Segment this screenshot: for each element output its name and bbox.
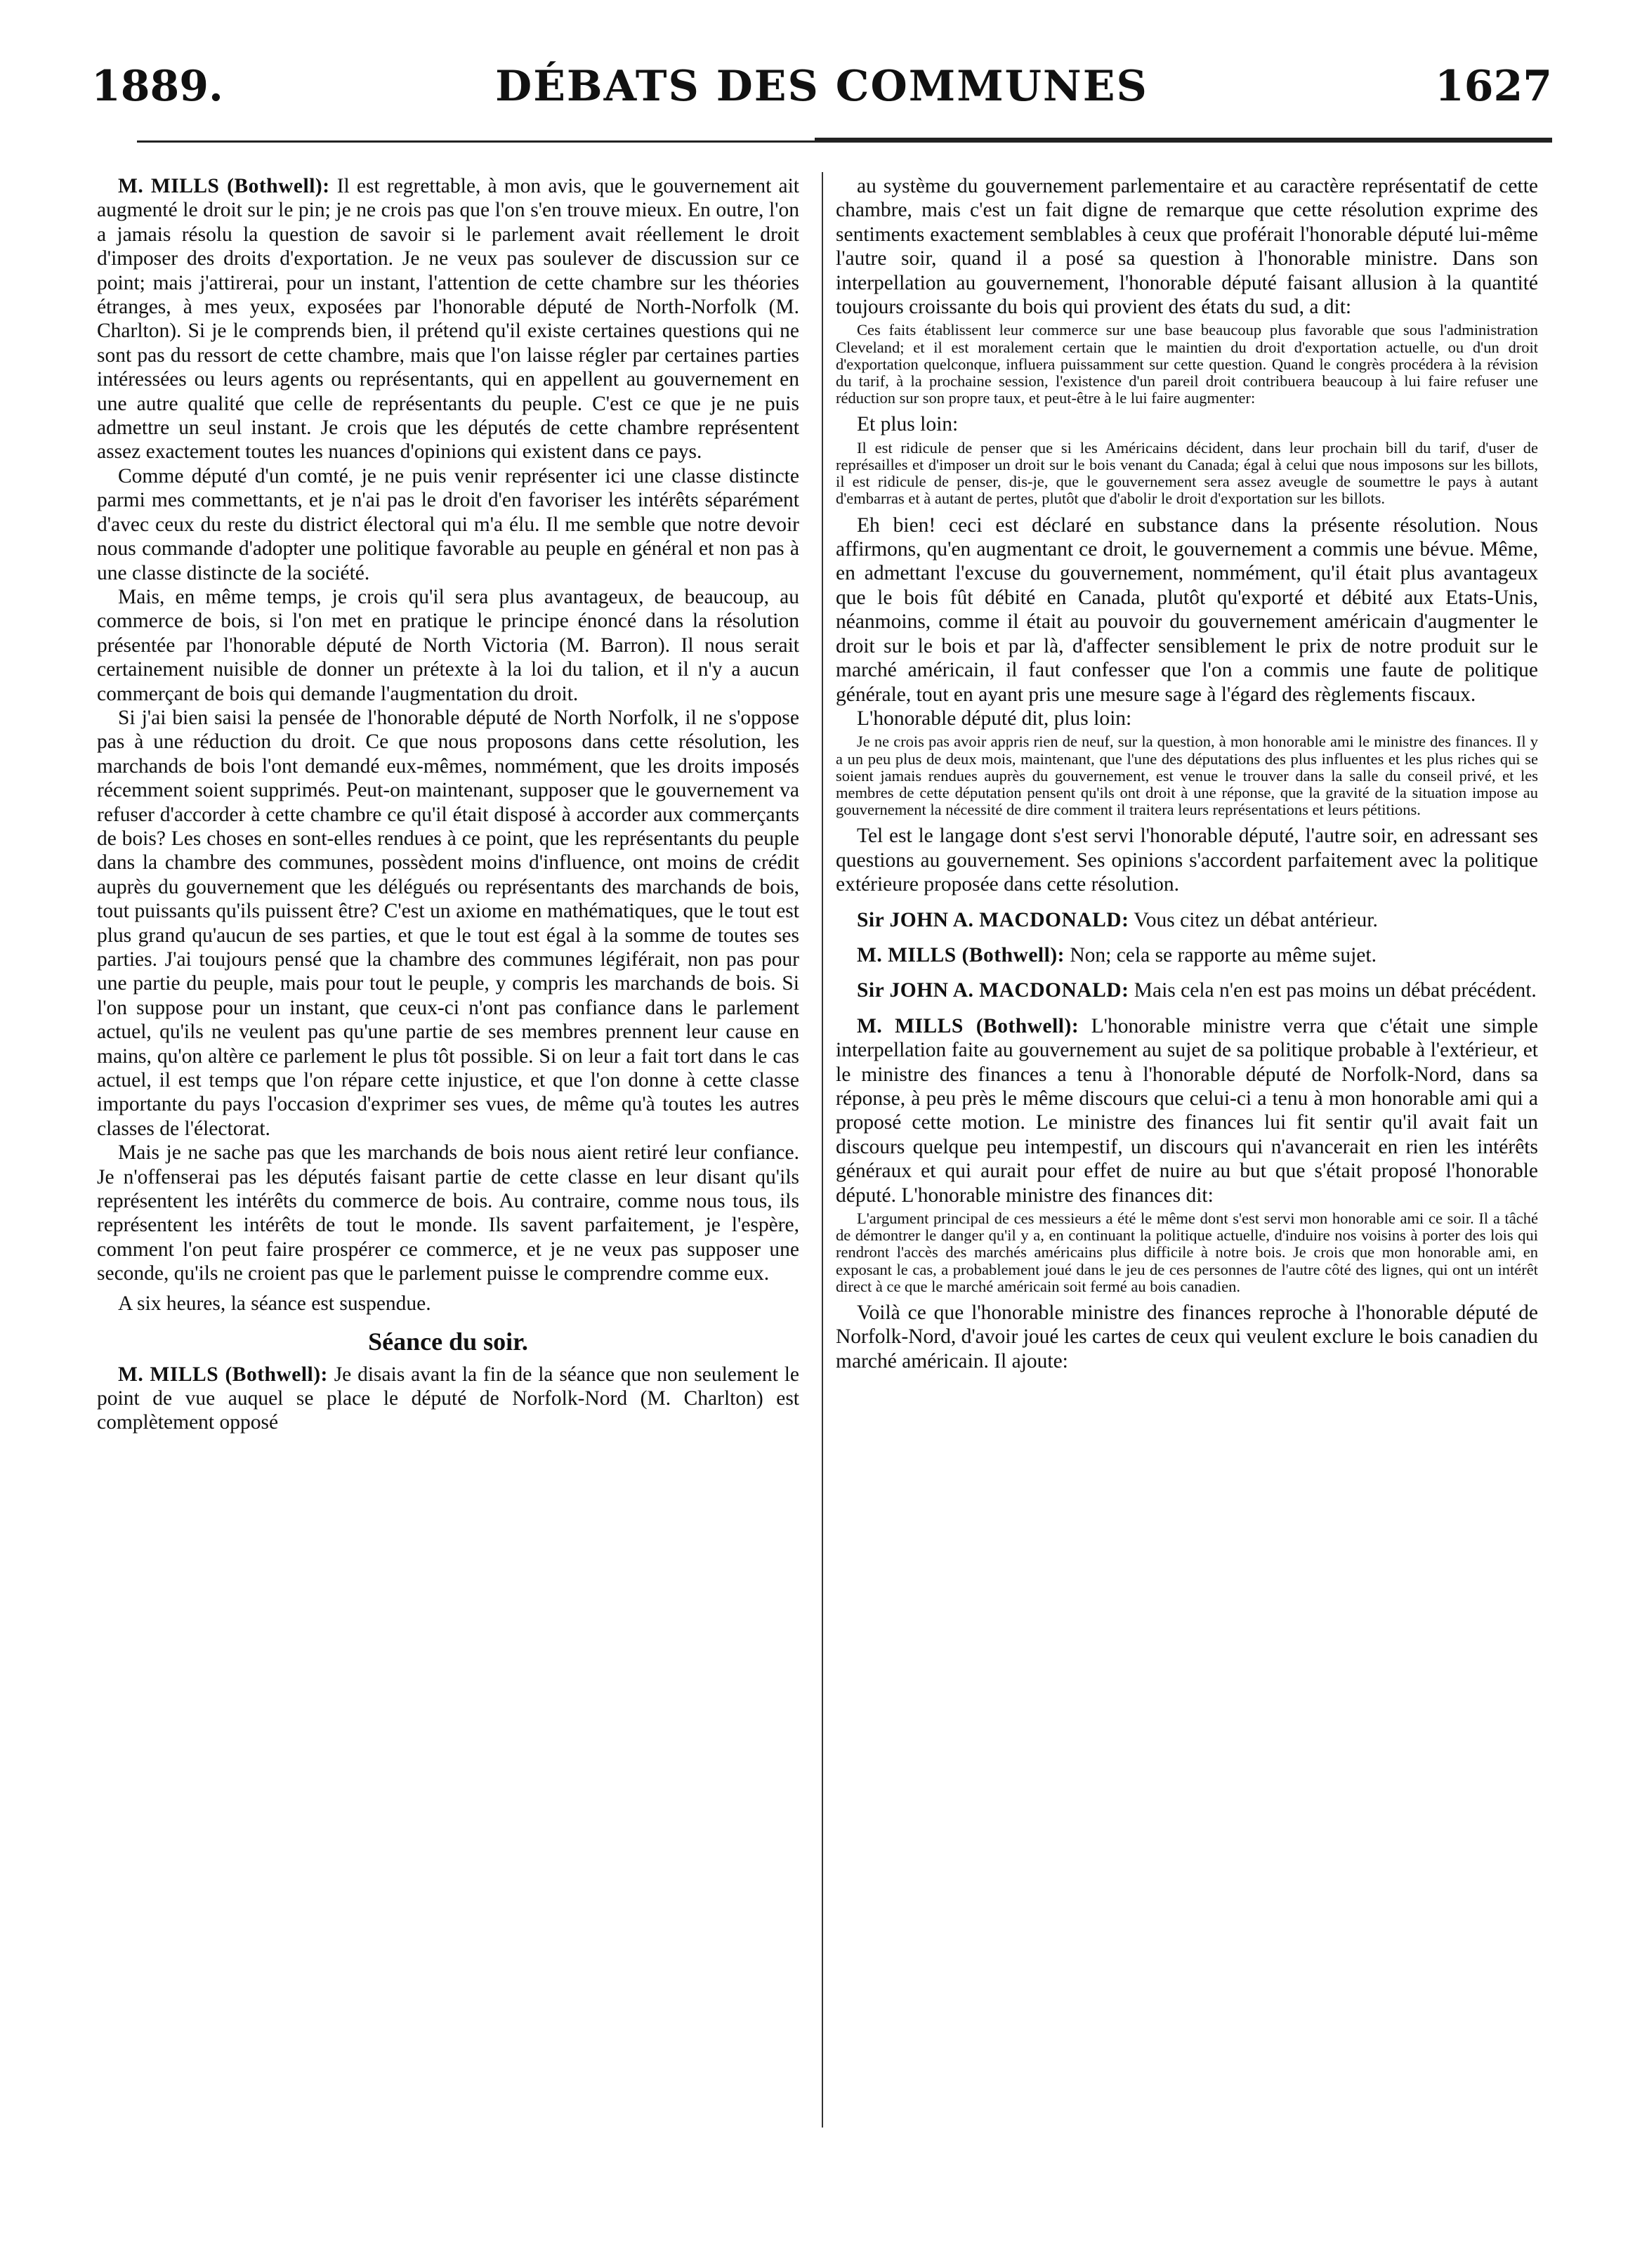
page-header (91, 62, 1552, 132)
paragraph: M. MILLS (Bothwell): L'honorable ministre verra que c'était une simple interpellation faite au gouvernement au sujet de sa politique probable à l'extérieur, et le ministre des finances a tenu à l'honorable député de Norfolk-Nord, dans sa réponse, à peu près le même discours que celui-ci a tenu à mon honorable ami qui a proposé cette motion. Le ministre des finances lui fit sentir qu'il avait fait un discours quelque peu intempestif, un discours qui n'avancerait en rien les intérêts généraux et qui aurait pour effet de nuire au but que s'était proposé l'honorable député. L'honorable ministre des finances dit: (836, 1014, 1539, 1207)
paragraph: Mais je ne sache pas que les marchands de bois nous aient retiré leur confiance. Je n'offenserai pas les députés faisant partie de cette classe en leur disant qu'ils représentent les intérêts du commerce de bois. Au contraire, comme nous tous, ils représentent les intérêts de tout le monde. Ils savent parfaitement, je l'espère, comment l'on peut faire prospérer ce commerce, et je ne veux pas supposer une seconde, qu'ils ne croient pas que le parlement puisse le comprendre comme eux. (97, 1141, 799, 1285)
block-quote: Je ne crois pas avoir appris rien de neuf, sur la question, à mon honorable ami le ministre des finances. Il y a un peu plus de deux mois, maintenant, que l'une des députations des plus influentes et les plus riches qui se soient jamais rendues auprès du gouvernement, est venue le trouver dans la salle du conseil privé, et les membres de cette députation pensent qu'ils ont droit à une réponse, que la gravité de la situation impose au gouvernement la nécessité de dire comment il traitera leurs représentations et leurs pétitions. (836, 733, 1538, 819)
paragraph: Si j'ai bien saisi la pensée de l'honorable député de North Norfolk, il ne s'oppose pas à une réduction du droit. Ce que nous proposons dans cette résolution, les marchands de bois l'ont demandé eux-mêmes, nommément, que les droits imposés récemment soient supprimés. Peut-on maintenant, supposer que le gouvernement va refuser d'accorder à cette chambre ce qu'il était disposé à accorder aux commerçants de bois? Les choses en sont-elles rendues à ce point, que les représentants du peuple dans la chambre des communes, possèdent moins d'influence, ont moins de crédit auprès du gouvernement que les délégués ou représentants des marchands de bois, tout puissants qu'ils puissent être? C'est un axiome en mathématiques, que le tout est plus grand qu'aucun de ses parties, et que le tout est égal à la somme de toutes ses parties. J'ai toujours pensé que la chambre des communes légiférait, non pas pour une partie du peuple, mais pour tout le peuple, y compris les marchands de bois. Si l'on suppose pour un instant, que ceux-ci n'ont pas confiance dans le parlement actuel, qu'ils ne veulent pas qu'une partie de ses membres prennent leur cause en mains, qu'on altère ce parlement le plus tôt possible. Si on leur a fait tort dans le cas actuel, il est temps que l'on répare cette injustice, et que l'on donne à cette classe importante du pays l'occasion d'exprimer ses vues, de même qu'à toutes les autres classes de l'électorat. (97, 706, 799, 1140)
paragraph: Tel est le langage dont s'est servi l'honorable député, l'autre soir, en adressant ses questions au gouvernement. Ses opinions s'accordent parfaitement avec la politique extérieure proposée dans cette résolution. (836, 825, 1538, 896)
speaker-name: Sir JOHN A. MACDONALD: (857, 908, 1129, 931)
paragraph: au système du gouvernement parlementaire et au caractère représentatif de cette chambre, mais c'est un fait digne de remarque que cette résolution exprime des sentiments exactement semblables à ceux que proférait l'honorable député lui-même l'autre soir, quand il a posé sa question à l'honorable ministre. Dans son interpellation au gouvernement, l'honorable député faisant allusion à la quantité toujours croissante du bois qui provient des états du sud, a dit: (836, 175, 1538, 319)
paragraph: Sir JOHN A. MACDONALD: Vous citez un débat antérieur. (857, 908, 1378, 931)
column-divider (822, 172, 823, 2128)
speaker-name: M. MILLS (Bothwell): (118, 175, 330, 197)
paragraph: A six heures, la séance est suspendue. (118, 1292, 431, 1315)
header-year: 1889. (91, 62, 223, 111)
block-quote: Ces faits établissent leur commerce sur une base beaucoup plus favorable que sous l'administration Cleveland; et il est moralement certain que le maintien du droit d'exportation actuelle, ou d'un droit d'exportation quelconque, influera puissamment sur cette question. Quand le congrès procédera à la révision du tarif, à la prochaine session, l'existence d'un pareil droit contribuera beaucoup à lui faire refuser une réduction sur son propre taux, et peut-être à le lui faire augmenter: (836, 321, 1538, 407)
block-quote: L'argument principal de ces messieurs a été le même dont s'est servi mon honorable ami ce soir. Il a tâché de démontrer le danger qu'il y a, en continuant la politique actuelle, d'induire nos voisins à porter des lois qui rendront l'accès des marchés américains plus difficile à notre bois. Je crois que mon honorable ami, en exposant le cas, a probablement joué dans le jeu de ces personnes de l'autre côté des lignes, qui ont un intérêt direct à ce que le marché américain soit fermé au bois canadien. (836, 1210, 1538, 1295)
speaker-name: M. MILLS (Bothwell): (857, 1014, 1079, 1037)
paragraph: M. MILLS (Bothwell): Je disais avant la fin de la séance que non seulement le point de vue auquel se place le député de Norfolk-Nord (M. Charlton) est complètement opposé (97, 1363, 799, 1434)
right-column (836, 174, 1538, 1373)
block-quote: Il est ridicule de penser que si les Américains décident, dans leur prochain bill du tarif, d'user de représailles et d'imposer un droit sur le bois venant du Canada; égal à celui que nous imposons sur les billots, il est ridicule de penser, dis-je, que le gouvernement sera assez aveugle de soumettre le pays à autant d'embarras et à autant de pertes, plutôt que d'abolir le droit d'exportation sur les billots. (836, 438, 1538, 508)
paragraph: Voilà ce que l'honorable ministre des finances reproche à l'honorable député de Norfolk-Nord, d'avoir joué les cartes de ceux qui veulent exclure le bois canadien du marché américain. Il ajoute: (836, 1302, 1538, 1372)
left-column (97, 174, 799, 1435)
paragraph: M. MILLS (Bothwell): Non; cela se rapporte au même sujet. (857, 943, 1377, 966)
paragraph: Mais, en même temps, je crois qu'il sera plus avantageux, de beaucoup, au commerce de bois, si l'on met en pratique le principe énoncé dans la résolution présentée par l'honorable député de North Victoria (M. Barron). Il nous serait certainement nuisible de donner un prétexte à la loi du talion, et il n'y a aucun commerçant de bois qui demande l'augmentation du droit. (97, 585, 799, 705)
header-rule-thick (815, 138, 1552, 142)
header-title: DÉBATS DES COMMUNES (495, 62, 1148, 111)
paragraph: Eh bien! ceci est déclaré en substance dans la présente résolution. Nous affirmons, qu'en augmentant ce droit, le gouvernement a commis une bévue. Même, en admettant l'excuse du gouvernement, nommément, qu'il était plus avantageux que le bois fût débité en Canada, plutôt qu'exporté et débité aux Etats-Unis, néanmoins, comme il était au pouvoir du gouvernement américain d'augmenter le droit sur le bois et par là, d'affecter sensiblement le prix de notre produit sur le marché américain, il faut confesser que l'on a commis une faute de politique générale, tout en ayant pris une mesure sage à l'égard des règlements fiscaux. (836, 513, 1538, 706)
speaker-name: Sir JOHN A. MACDONALD: (857, 979, 1129, 1002)
paragraph: L'honorable député dit, plus loin: (857, 707, 1132, 730)
paragraph: Sir JOHN A. MACDONALD: Mais cela n'en est pas moins un débat précédent. (857, 979, 1537, 1002)
paragraph: Et plus loin: (857, 413, 959, 436)
speaker-name: M. MILLS (Bothwell): (857, 943, 1065, 966)
speaker-name: M. MILLS (Bothwell): (118, 1363, 328, 1386)
paragraph: Comme député d'un comté, je ne puis venir représenter ici une classe distincte parmi mes commettants, et je n'ai pas le droit d'en favoriser les intérêts séparément d'avec ceux du reste du district électoral qui m'a élu. Il me semble que notre devoir nous commande d'adopter une politique favorable au peuple en général et non pas à une classe distincte de la société. (97, 464, 799, 584)
header-page-number: 1627 (1435, 62, 1552, 111)
section-heading: Séance du soir. (368, 1328, 528, 1356)
paragraph: M. MILLS (Bothwell): Il est regrettable, à mon avis, que le gouvernement ait augmenté le droit sur le pin; je ne crois pas que l'on s'en trouve mieux. En outre, l'on a jamais résolu la question de savoir si le parlement avait réellement le droit d'imposer des droits d'exportation. Je ne veux pas soulever de discussion sur ce point; mais j'attirerai, pour un instant, l'attention de cette chambre sur les théories étranges, à mes yeux, exposées par l'honorable député de North-Norfolk (M. Charlton). Si je le comprends bien, il prétend qu'il existe certaines questions qui ne sont pas du ressort de cette chambre, mais que l'on laisse régler par certaines parties intéressées ou leurs agents ou représentants, qui en appellent au gouvernement en une autre qualité que celle de représentants du peuple. C'est ce que je ne puis admettre un seul instant. Je crois que les députés de cette chambre représentent assez exactement toutes les nuances d'opinions qui existent dans ce pays. (97, 175, 800, 464)
